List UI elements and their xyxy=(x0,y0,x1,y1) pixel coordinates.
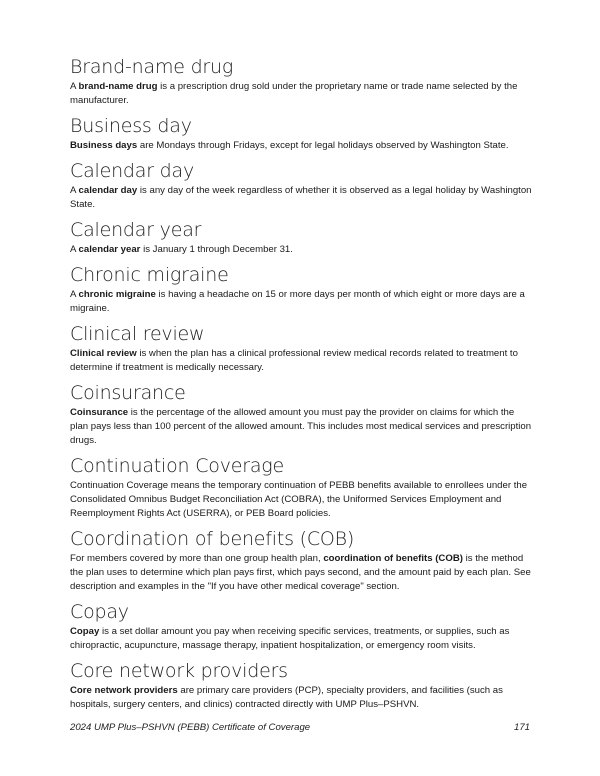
glossary-term-heading: Core network providers xyxy=(70,660,288,682)
glossary-entry xyxy=(70,115,532,153)
glossary-term-heading: Continuation Coverage xyxy=(70,455,284,477)
definition-text: is a prescription drug sold under the proprietary name or trade name selected by the manufacturer. xyxy=(70,81,518,106)
definition-text: is having a headache on 15 or more days per month of which eight or more days are a migraine. xyxy=(70,289,525,314)
glossary-term-heading: Chronic migraine xyxy=(70,264,229,286)
glossary-term-heading: Clinical review xyxy=(70,323,205,345)
glossary-definition xyxy=(70,347,532,375)
glossary-term-heading: Calendar year xyxy=(70,219,202,241)
definition-bold-term: brand-name drug xyxy=(78,81,158,92)
definition-bold-term: coordination of benefits (COB) xyxy=(323,553,463,564)
definition-text: is the method the plan uses to determine which plan pays first, which pays second, and the amount paid by each plan. See description and examples in the "If you have other medical coverage" section. xyxy=(70,553,531,592)
definition-text: are primary care providers (PCP), specialty providers, and facilities (such as hospitals, surgery centers, and clinics) contracted directly with UMP Plus–PSHVN. xyxy=(70,685,503,710)
glossary-term-heading: Copay xyxy=(70,601,129,623)
glossary-entry xyxy=(70,56,532,108)
glossary-entry xyxy=(70,264,532,316)
glossary-definition xyxy=(70,243,532,257)
definition-bold-term: Copay xyxy=(70,626,100,637)
definition-text: A xyxy=(70,185,79,196)
glossary-entry xyxy=(70,382,532,448)
definition-text: A xyxy=(70,81,79,92)
definition-bold-term: calendar day xyxy=(78,185,138,196)
definition-bold-term: calendar year xyxy=(78,244,141,255)
glossary-definition xyxy=(70,139,532,153)
page-number: 171 xyxy=(513,722,530,733)
glossary-definition xyxy=(70,552,532,594)
definition-text: A xyxy=(70,244,79,255)
glossary-term-heading: Business day xyxy=(70,115,192,137)
glossary-entry xyxy=(70,219,532,257)
page-footer xyxy=(70,722,530,733)
definition-bold-term: Business days xyxy=(70,140,138,151)
definition-bold-term: Clinical review xyxy=(70,348,137,359)
definition-text: is January 1 through December 31. xyxy=(140,244,293,255)
definition-text: A xyxy=(70,289,79,300)
glossary-definition xyxy=(70,684,532,712)
glossary-entry xyxy=(70,601,532,653)
glossary-definition xyxy=(70,288,532,316)
definition-bold-term: Coinsurance xyxy=(70,407,129,418)
definition-text: is the percentage of the allowed amount you must pay the provider on claims for which the plan pays less than 100 percent of the allowed amount. This includes most medical services and prescription drugs. xyxy=(70,407,532,446)
glossary-entry xyxy=(70,160,532,212)
definition-text: is a set dollar amount you pay when receiving specific services, treatments, or supplies, such as chiropractic, acupuncture, massage therapy, inpatient hospitalization, or emergency room visits. xyxy=(70,626,510,651)
glossary-definition xyxy=(70,184,532,212)
glossary-term-heading: Brand-name drug xyxy=(70,56,234,78)
glossary-definition xyxy=(70,625,532,653)
glossary-entry xyxy=(70,323,532,375)
definition-text: are Mondays through Fridays, except for legal holidays observed by Washington State. xyxy=(137,140,509,151)
glossary-term-heading: Coinsurance xyxy=(70,382,186,404)
glossary-term-heading: Calendar day xyxy=(70,160,195,182)
glossary-entry xyxy=(70,455,532,521)
glossary-entry xyxy=(70,528,532,594)
glossary-definition xyxy=(70,479,532,521)
glossary-entry xyxy=(70,660,532,712)
glossary-term-heading: Coordination of benefits (COB) xyxy=(70,528,355,550)
definition-text: Continuation Coverage means the temporary continuation of PEBB benefits available to enrollees under the Consolidated Omnibus Budget Reconciliation Act (COBRA), the Uniformed Services Employment and Reemployment Rights Act (USERRA), or PEB Board policies. xyxy=(70,480,528,519)
definition-bold-term: Core network providers xyxy=(70,685,178,696)
definition-text: For members covered by more than one group health plan, xyxy=(70,553,324,564)
definition-text: is any day of the week regardless of whether it is observed as a legal holiday by Washington State. xyxy=(70,185,532,210)
glossary-page xyxy=(70,56,532,719)
definition-text: is when the plan has a clinical professional review medical records related to treatment to determine if treatment is medically necessary. xyxy=(70,348,518,373)
footer-title: 2024 UMP Plus–PSHVN (PEBB) Certificate of Coverage xyxy=(70,722,311,733)
glossary-definition xyxy=(70,406,532,448)
definition-bold-term: chronic migraine xyxy=(78,289,156,300)
glossary-definition xyxy=(70,80,532,108)
